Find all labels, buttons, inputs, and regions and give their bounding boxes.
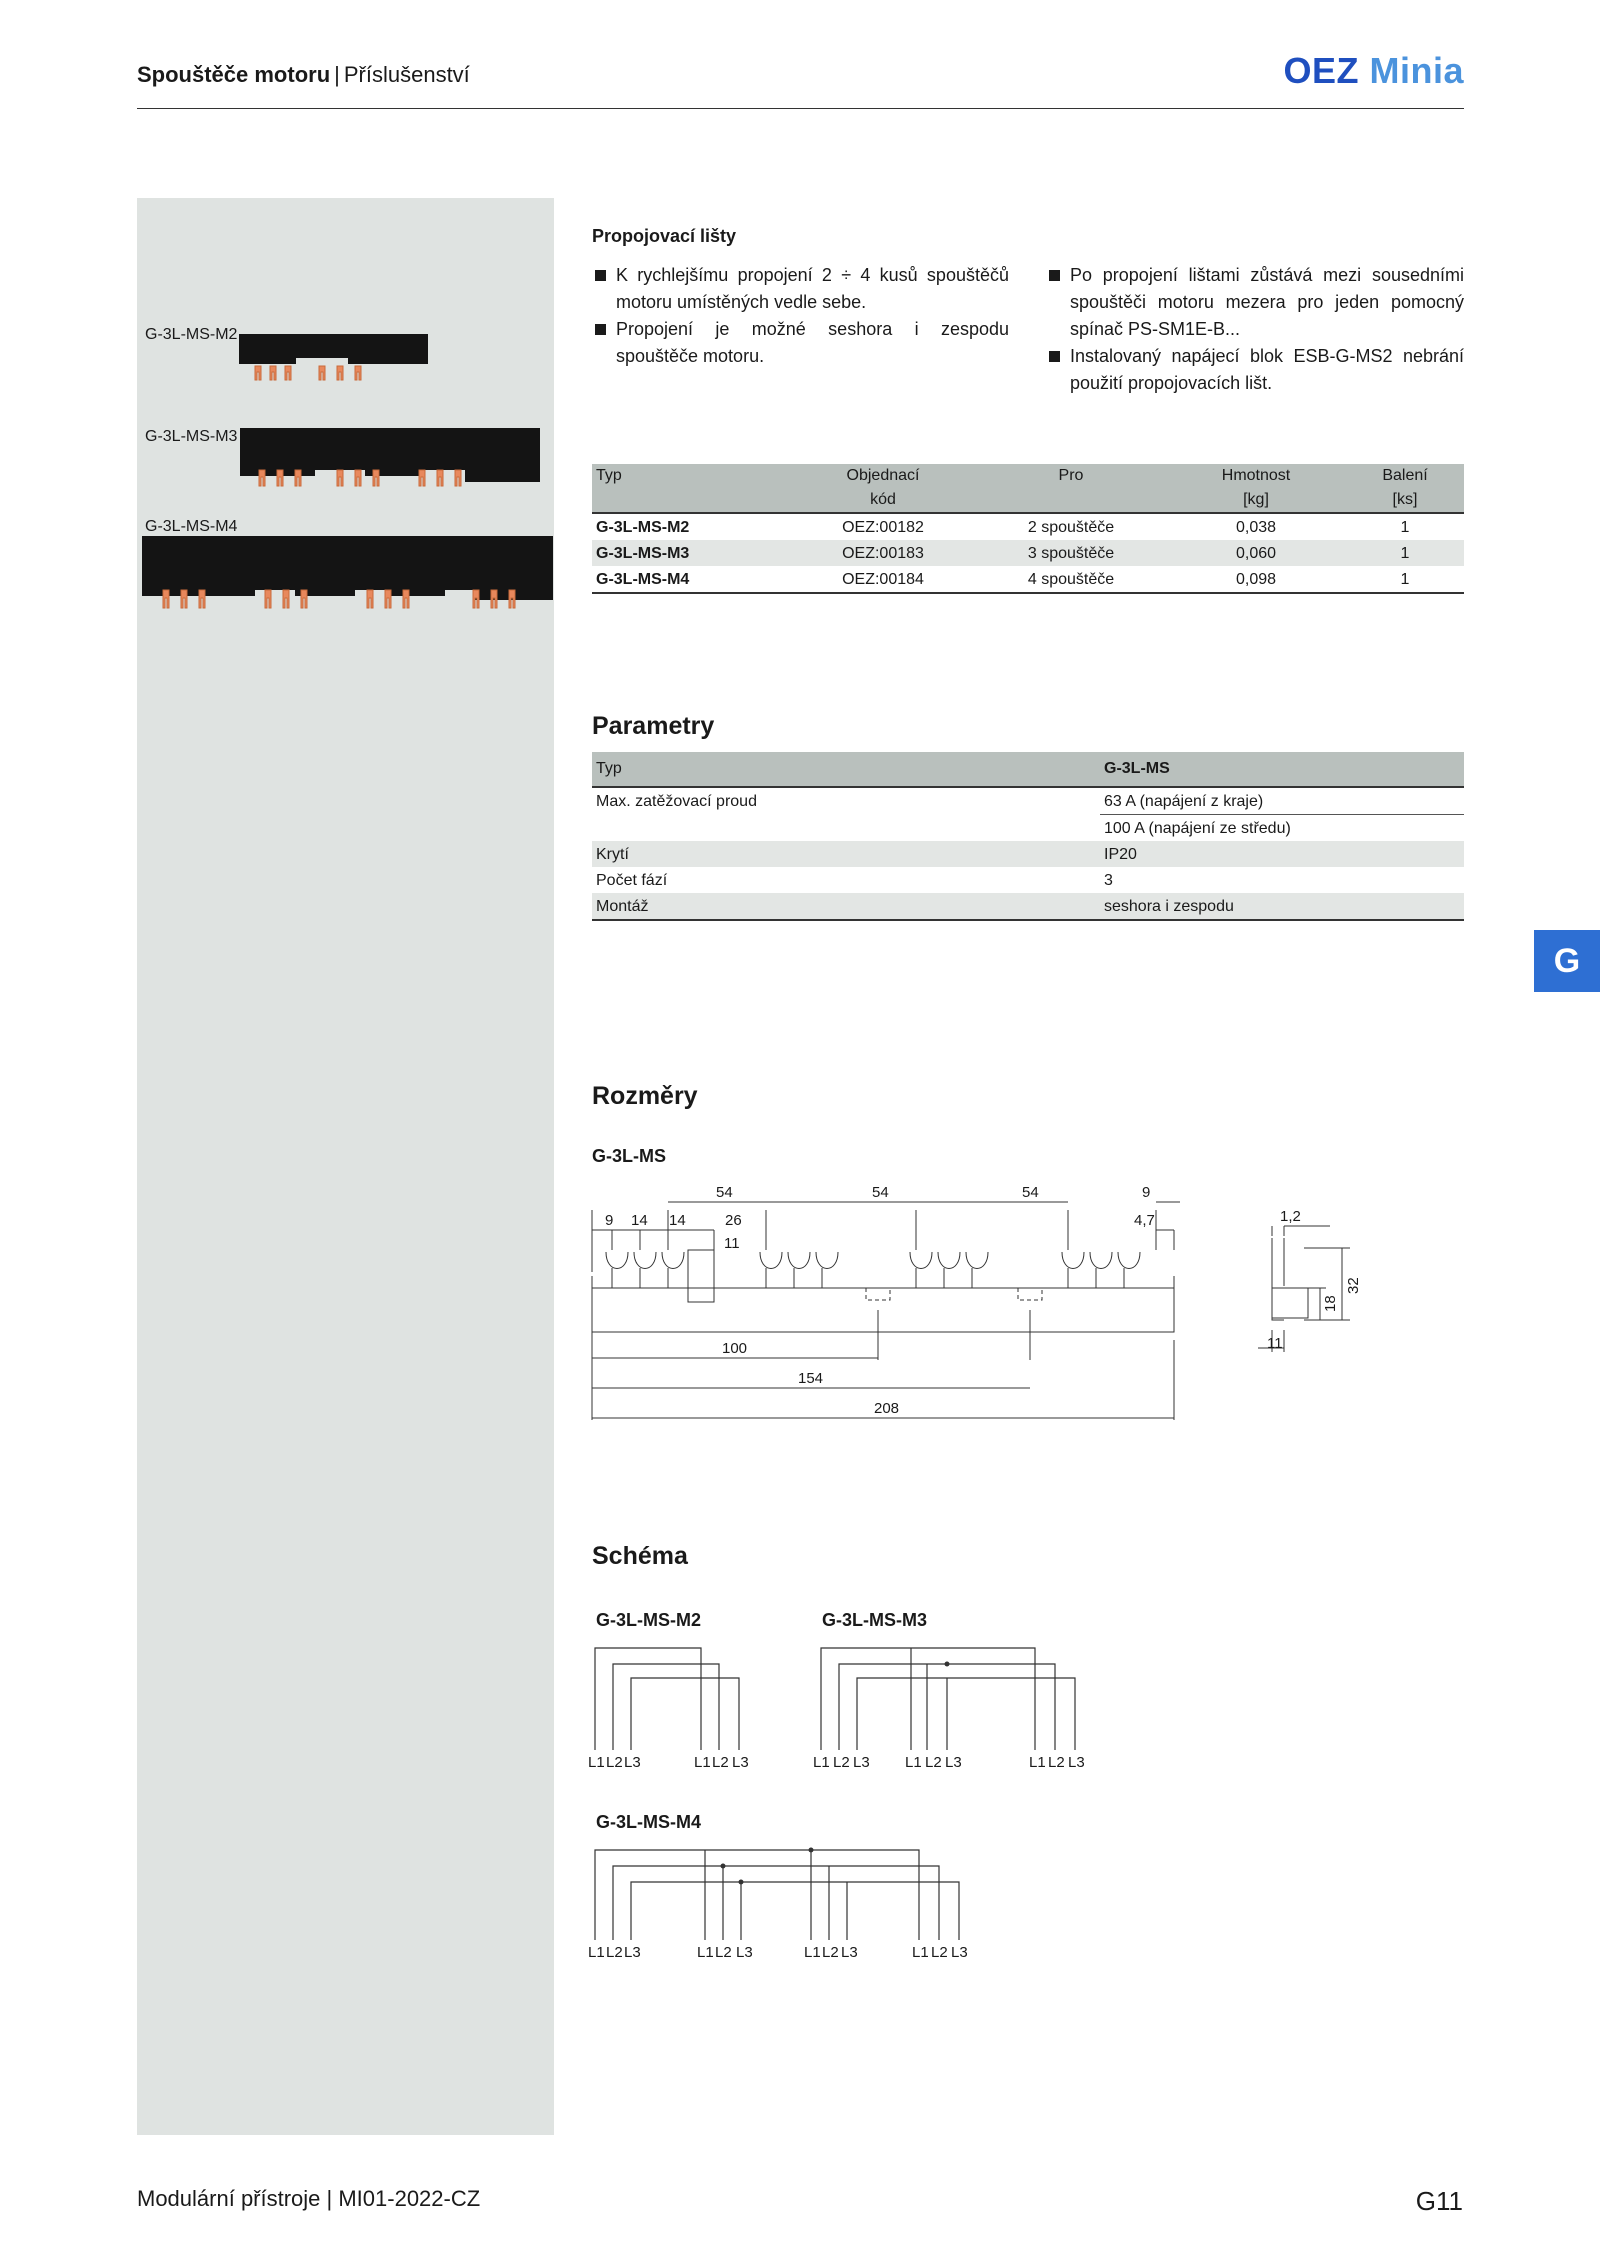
brand-logo [1283,50,1464,92]
dimension-drawing [590,1170,1362,1430]
schema-m4-terminal: L3 [841,1944,858,1961]
cell-for: 3 spouštěče [976,540,1166,566]
schema-m4-terminal: L2 [822,1944,839,1961]
schema-m3-terminal: L2 [833,1754,850,1771]
table-row [592,513,1464,540]
cell-weight: 0,098 [1166,566,1346,593]
schema-m2-terminal: L1 [588,1754,605,1771]
schema-m4-terminal: L3 [951,1944,968,1961]
dim-100: 100 [722,1340,748,1357]
schema-m4-terminal: L2 [606,1944,623,1961]
cell-type: G-3L-MS-M2 [596,518,690,536]
parameters-table [592,752,1464,921]
dimensions-title: Rozměry [592,1082,698,1110]
intro-bullets-left [592,262,1009,370]
cell-pack: 1 [1400,518,1410,536]
busbar-m2-image [239,334,428,380]
param-value: 3 [1104,871,1113,889]
header-section: Spouštěče motoru [137,62,331,87]
table-row [592,841,1464,867]
schema-m2-terminal: L3 [732,1754,749,1771]
param-value: 100 A (napájení ze středu) [1104,819,1291,837]
schema-m3-terminal: L3 [853,1754,870,1771]
cell-for: 4 spouštěče [976,566,1166,593]
intro-bullet: Instalovaný napájecí blok ESB-G-MS2 nebrání použití propojovacích lišt. [1046,343,1464,397]
schema-m2-title: G-3L-MS-M2 [596,1610,701,1630]
schema-m2-terminal: L1 [694,1754,711,1771]
intro-bullets-right [1046,262,1464,397]
header-rule [137,108,1464,109]
cell-order-code: OEZ:00182 [842,518,924,536]
product-label-m2: G-3L-MS-M2 [145,326,238,343]
parameters-title: Parametry [592,712,715,740]
schema-m3-title: G-3L-MS-M3 [822,1610,927,1630]
parameters-header [592,752,1464,787]
cell-for: 2 spouštěče [1027,518,1115,536]
param-name [592,815,1100,842]
schema-m3-terminal: L2 [925,1754,942,1771]
intro-heading: Propojovací lišty [592,226,737,246]
param-header-type: Typ [592,752,1100,787]
header-separator: | [334,62,340,87]
dim-54-c: 54 [1022,1184,1039,1201]
header-subsection: Příslušenství [343,62,470,87]
table-row [592,787,1464,815]
param-value: IP20 [1100,841,1464,867]
param-name: Montáž [592,893,1100,920]
param-value: 63 A (napájení z kraje) [1100,787,1464,815]
dim-9-right: 9 [1142,1184,1151,1201]
busbar-product-images [137,320,554,630]
schema-m3-terminal: L2 [1048,1754,1065,1771]
dim-54-b: 54 [872,1184,889,1201]
product-label-m3: G-3L-MS-M3 [145,428,238,445]
dim-11: 11 [724,1235,740,1252]
intro-bullet: K rychlejšímu propojení 2 ÷ 4 kusů spouštěčů motoru umístěných vedle sebe. [592,262,1009,316]
schema-m4-terminal: L2 [931,1944,948,1961]
brand-main: OEZ [1283,50,1359,91]
dim-154: 154 [798,1370,824,1387]
param-value: seshora i zespodu [1100,893,1464,920]
dim-14-a: 14 [631,1212,648,1229]
schema-m4-terminal: L1 [912,1944,929,1961]
param-name: Max. zatěžovací proud [596,792,757,810]
schema-title: Schéma [592,1542,688,1570]
busbar-m4-image [142,536,553,608]
schema-m4-terminal: L1 [588,1944,605,1961]
schema-m4-terminal: L2 [715,1944,732,1961]
page-number: G11 [1415,2186,1463,2216]
dim-11-side: 11 [1267,1335,1283,1352]
table-row [592,540,1464,566]
header-breadcrumb [137,62,470,88]
cell-pack: 1 [1346,566,1464,593]
intro-bullet: Propojení je možné seshora i zespodu spouštěče motoru. [592,316,1009,370]
col-header-pack: Balení [ks] [1346,464,1464,513]
chapter-tab: G [1534,930,1600,992]
dim-208: 208 [874,1400,900,1417]
cell-pack: 1 [1346,540,1464,566]
schema-m3-terminal: L3 [1068,1754,1085,1771]
dim-54-a: 54 [716,1184,733,1201]
brand-sub: Minia [1369,50,1464,91]
param-name: Krytí [592,841,1100,867]
schema-m4-terminal: L3 [736,1944,753,1961]
cell-type: G-3L-MS-M3 [592,540,790,566]
product-label-m4: G-3L-MS-M4 [145,518,238,535]
busbar-m3-image [240,428,540,486]
order-table [592,464,1464,594]
footer-catalog-ref: Modulární přístroje | MI01-2022-CZ [137,2186,481,2211]
order-table-header [592,464,1464,513]
table-row [592,893,1464,920]
schema-m2-terminal: L2 [712,1754,729,1771]
schema-m4-terminal: L1 [697,1944,714,1961]
schema-m4-terminal: L3 [624,1944,641,1961]
col-header-for: Pro [976,464,1166,513]
table-row [592,566,1464,593]
dim-14-b: 14 [669,1212,686,1229]
cell-order-code: OEZ:00183 [790,540,976,566]
param-name: Počet fází [596,871,668,889]
schema-m2-terminal: L2 [606,1754,623,1771]
cell-weight: 0,060 [1166,540,1346,566]
dim-1-2: 1,2 [1280,1208,1301,1225]
table-row [592,815,1464,842]
schema-m4-title: G-3L-MS-M4 [596,1812,701,1832]
cell-order-code: OEZ:00184 [790,566,976,593]
param-header-model: G-3L-MS [1100,752,1464,787]
schema-m3-terminal: L1 [813,1754,830,1771]
dim-4-7: 4,7 [1134,1212,1155,1229]
schema-m3-terminal: L3 [945,1754,962,1771]
schema-m3-terminal: L1 [905,1754,922,1771]
dimensions-subtitle: G-3L-MS [592,1146,666,1166]
cell-weight: 0,038 [1235,518,1277,536]
schema-m4-terminal: L1 [804,1944,821,1961]
dim-32: 32 [1345,1277,1362,1294]
table-row [592,867,1464,893]
schema-m3-terminal: L1 [1029,1754,1046,1771]
schema-m2-terminal: L3 [624,1754,641,1771]
schema-drawing [585,1640,1105,1980]
intro-bullet: Po propojení lištami zůstává mezi sousedními spouštěči motoru mezera pro jeden pomocný spínač PS-SM1E-B... [1046,262,1464,343]
dim-26: 26 [725,1212,742,1229]
col-header-order-code: Objednací kód [790,464,976,513]
dim-18: 18 [1322,1295,1339,1312]
dim-9: 9 [605,1212,614,1229]
col-header-type: Typ [592,464,790,513]
col-header-weight: Hmotnost [kg] [1166,464,1346,513]
cell-type: G-3L-MS-M4 [592,566,790,593]
